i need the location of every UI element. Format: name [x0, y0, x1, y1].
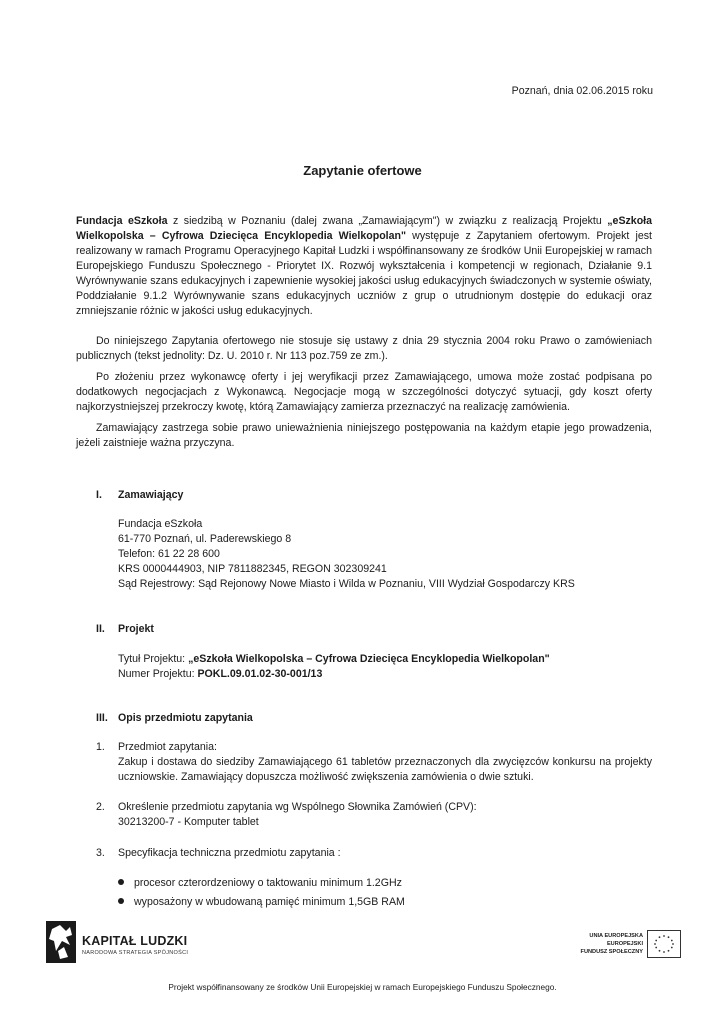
- project-details: [118, 652, 658, 682]
- spec-bullet: [118, 895, 405, 910]
- section-number: III.: [96, 712, 108, 724]
- item-specification: [118, 846, 652, 861]
- section-number: II.: [96, 623, 105, 635]
- intro-paragraph-3: Po złożeniu przez wykonawcę oferty i jej weryfikacji przez Zamawiającego, umowa może zostać podpisana po dodatkowych negocjacjach z Wykonawcą. Negocjacje mogą w szczególności dotyczyć sytuacji, gdy koszt oferty najkorzystniejszej przekroczy kwotę, którą Zamawiający zamierza przeznaczyć na realizację zamówienia.: [76, 371, 652, 414]
- intro-text-1: z siedzibą w Poznaniu (dalej zwana „Zamawiającym") w związku z realizacją Projektu: [167, 215, 608, 227]
- section-heading-orderer: [96, 488, 183, 503]
- section-title: Opis przedmiotu zapytania: [118, 712, 253, 724]
- intro-paragraph-1: [76, 214, 652, 319]
- project-name: „eSzkoła Wielkopolska – Cyfrowa Dziecięca Encyklopedia Wielkopolan": [76, 215, 652, 243]
- bullet-icon: [118, 879, 124, 885]
- item-head: Specyfikacja techniczna przedmiotu zapytania :: [118, 847, 341, 859]
- project-title-line: [118, 652, 658, 667]
- item-head: Przedmiot zapytania:: [118, 741, 217, 753]
- spec-text: wyposażony w wbudowaną pamięć minimum 1,5GB RAM: [134, 896, 405, 908]
- item-subject: [118, 740, 652, 785]
- item-number: 1.: [96, 741, 105, 753]
- spec-bullet: [118, 876, 402, 891]
- kapital-ludzki-logo-icon: [46, 921, 76, 963]
- foundation-name: Fundacja eSzkoła: [76, 215, 168, 227]
- intro-paragraph-4: Zamawiający zastrzega sobie prawo unieważnienia niniejszego postępowania na każdym etapie jego prowadzenia, jeżeli zaistnieje ważna przyczyna.: [76, 422, 652, 450]
- project-number-line: [118, 667, 658, 682]
- item-cpv: [118, 800, 652, 830]
- section-title: Zamawiający: [118, 489, 184, 501]
- item-head: Określenie przedmiotu zapytania wg Wspólnego Słownika Zamówień (CPV):: [118, 801, 477, 813]
- eu-line: FUNDUSZ SPOŁECZNY: [580, 949, 643, 956]
- section-title: Projekt: [118, 623, 154, 635]
- spec-text: procesor czterordzeniowy o taktowaniu minimum 1.2GHz: [134, 877, 402, 889]
- kapital-ludzki-title: KAPITAŁ LUDZKI: [82, 934, 188, 948]
- item-body: 30213200-7 - Komputer tablet: [118, 816, 259, 829]
- bullet-icon: [118, 898, 124, 904]
- section-heading-description: [96, 711, 253, 726]
- project-title-value: „eSzkoła Wielkopolska – Cyfrowa Dziecięca Encyklopedia Wielkopolan": [188, 653, 550, 665]
- intro-paragraph-2: Do niniejszego Zapytania ofertowego nie stosuje się ustawy z dnia 29 stycznia 2004 roku Prawo o zamówieniach publicznych (tekst jednolity: Dz. U. 2010 r. Nr 113 poz.759 ze zm.).: [76, 335, 652, 363]
- orderer-line: Sąd Rejestrowy: Sąd Rejonowy Nowe Miasto i Wilda w Poznaniu, VIII Wydział Gospodarczy KRS: [118, 578, 575, 591]
- orderer-line: KRS 0000444903, NIP 7811882345, REGON 302309241: [118, 563, 387, 576]
- orderer-line: Fundacja eSzkoła: [118, 518, 203, 530]
- item-number: 2.: [96, 801, 105, 813]
- eu-logo-text: [581, 932, 643, 956]
- document-title: Zapytanie ofertowe: [303, 163, 422, 178]
- eu-flag-icon: [647, 930, 681, 958]
- project-title-label: Tytuł Projektu:: [118, 653, 189, 665]
- orderer-line: 61-770 Poznań, ul. Paderewskiego 8: [118, 533, 292, 546]
- eu-line: UNIA EUROPEJSKA: [589, 933, 643, 939]
- intro-text-2: występuje z Zapytaniem ofertowym. Projekt jest realizowany w ramach Programu Operacyjnego Kapitał Ludzki i współfinansowany ze środków Unii Europejskiej w ramach Europejskiego Funduszu Społecznego - Priorytet IX. Rozwój wykształcenia i kompetencji w regionach, Działanie 9.1 Wyrównywanie szans edukacyjnych i zapewnienie wysokiej jakości usług edukacyjnych świadczonych w systemie oświaty, Poddziałanie 9.1.2 Wyrównywanie szans edukacyjnych uczniów z grup o utrudnionym dostępie do edukacji oraz zmniejszanie różnic w jakości usług edukacyjnych.: [76, 230, 652, 318]
- section-heading-project: [96, 622, 154, 637]
- item-body: Zakup i dostawa do siedziby Zamawiającego 61 tabletów przeznaczonych dla zwycięzców konkursu na projekty uczniowskie. Zamawiający dopuszcza możliwość zwiększenia zamówienia o dwie sztuki.: [118, 756, 652, 784]
- project-number-value: POKL.09.01.02-30-001/13: [197, 668, 323, 681]
- document-date: Poznań, dnia 02.06.2015 roku: [511, 85, 653, 97]
- project-number-label: Numer Projektu:: [118, 668, 198, 681]
- orderer-details: [118, 517, 658, 592]
- eu-line: EUROPEJSKI: [606, 941, 643, 948]
- item-number: 3.: [96, 847, 105, 859]
- section-number: I.: [96, 489, 102, 501]
- page-footer: Projekt współfinansowany ze środków Unii Europejskiej w ramach Europejskiego Funduszu Społecznego.: [168, 982, 557, 992]
- orderer-line: Telefon: 61 22 28 600: [118, 548, 220, 561]
- kapital-ludzki-subtitle: NARODOWA STRATEGIA SPÓJNOŚCI: [82, 950, 189, 956]
